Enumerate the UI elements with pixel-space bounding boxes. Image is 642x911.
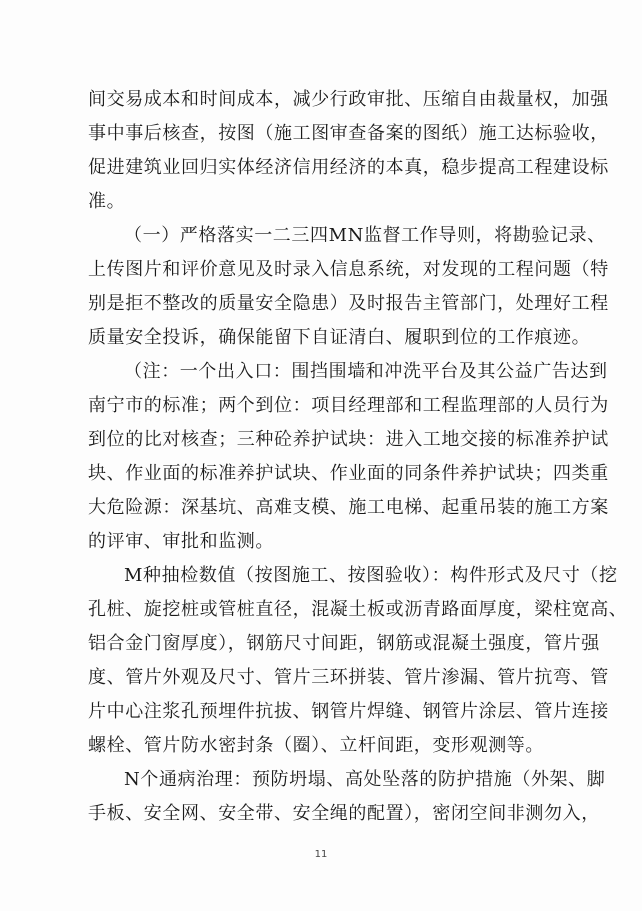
text-line: 度、管片外观及尺寸、管片三环拼装、管片渗漏、管片抗弯、管 <box>88 667 609 688</box>
text-line: 的评审、审批和监测。 <box>88 531 274 552</box>
text-line: 别是拒不整改的质量安全隐患）及时报告主管部门，处理好工程 <box>88 293 609 314</box>
text-line: 螺栓、管片防水密封条（圈）、立杆间距，变形观测等。 <box>88 735 544 756</box>
text-line: 大危险源：深基坑、高难支模、施工电梯、起重吊装的施工方案 <box>88 497 609 518</box>
text-line: 孔桩、旋挖桩或管桩直径，混凝土板或沥青路面厚度，梁柱宽高、 <box>88 599 628 620</box>
text-line: 南宁市的标准；两个到位：项目经理部和工程监理部的人员行为 <box>88 395 609 416</box>
text-line: 上传图片和评价意见及时录入信息系统，对发现的工程问题（特 <box>88 259 609 280</box>
text-line: M种抽检数值（按图施工、按图验收）：构件形式及尺寸（挖 <box>124 565 618 586</box>
text-line: 到位的比对核查；三种砼养护试块：进入工地交接的标准养护试 <box>88 429 609 450</box>
text-line: 间交易成本和时间成本，减少行政审批、压缩自由裁量权，加强 <box>88 89 609 110</box>
text-line: 促进建筑业回归实体经济信用经济的本真，稳步提高工程建设标 <box>88 157 609 178</box>
text-line: 手板、安全网、安全带、安全绳的配置），密闭空间非测勿入， <box>88 803 600 824</box>
text-line: （注：一个出入口：围挡围墙和冲洗平台及其公益广告达到 <box>124 361 608 382</box>
page-number: 11 <box>314 849 328 860</box>
text-line: 准。 <box>88 191 126 212</box>
text-line: 块、作业面的标准养护试块、作业面的同条件养护试块；四类重 <box>88 463 609 484</box>
text-line: 质量安全投诉，确保能留下自证清白、履职到位的工作痕迹。 <box>88 327 591 348</box>
text-line: 事中事后核查，按图（施工图审查备案的图纸）施工达标验收， <box>88 123 609 144</box>
text-line: （一）严格落实一二三四MN监督工作导则，将勘验记录、 <box>124 225 606 246</box>
text-line: N个通病治理：预防坍塌、高处坠落的防护措施（外架、脚 <box>124 769 606 790</box>
text-line: 片中心注浆孔预埋件抗拔、钢管片焊缝、钢管片涂层、管片连接 <box>88 701 609 722</box>
text-line: 铝合金门窗厚度），钢筋尺寸间距，钢筋或混凝土强度，管片强 <box>88 633 600 654</box>
